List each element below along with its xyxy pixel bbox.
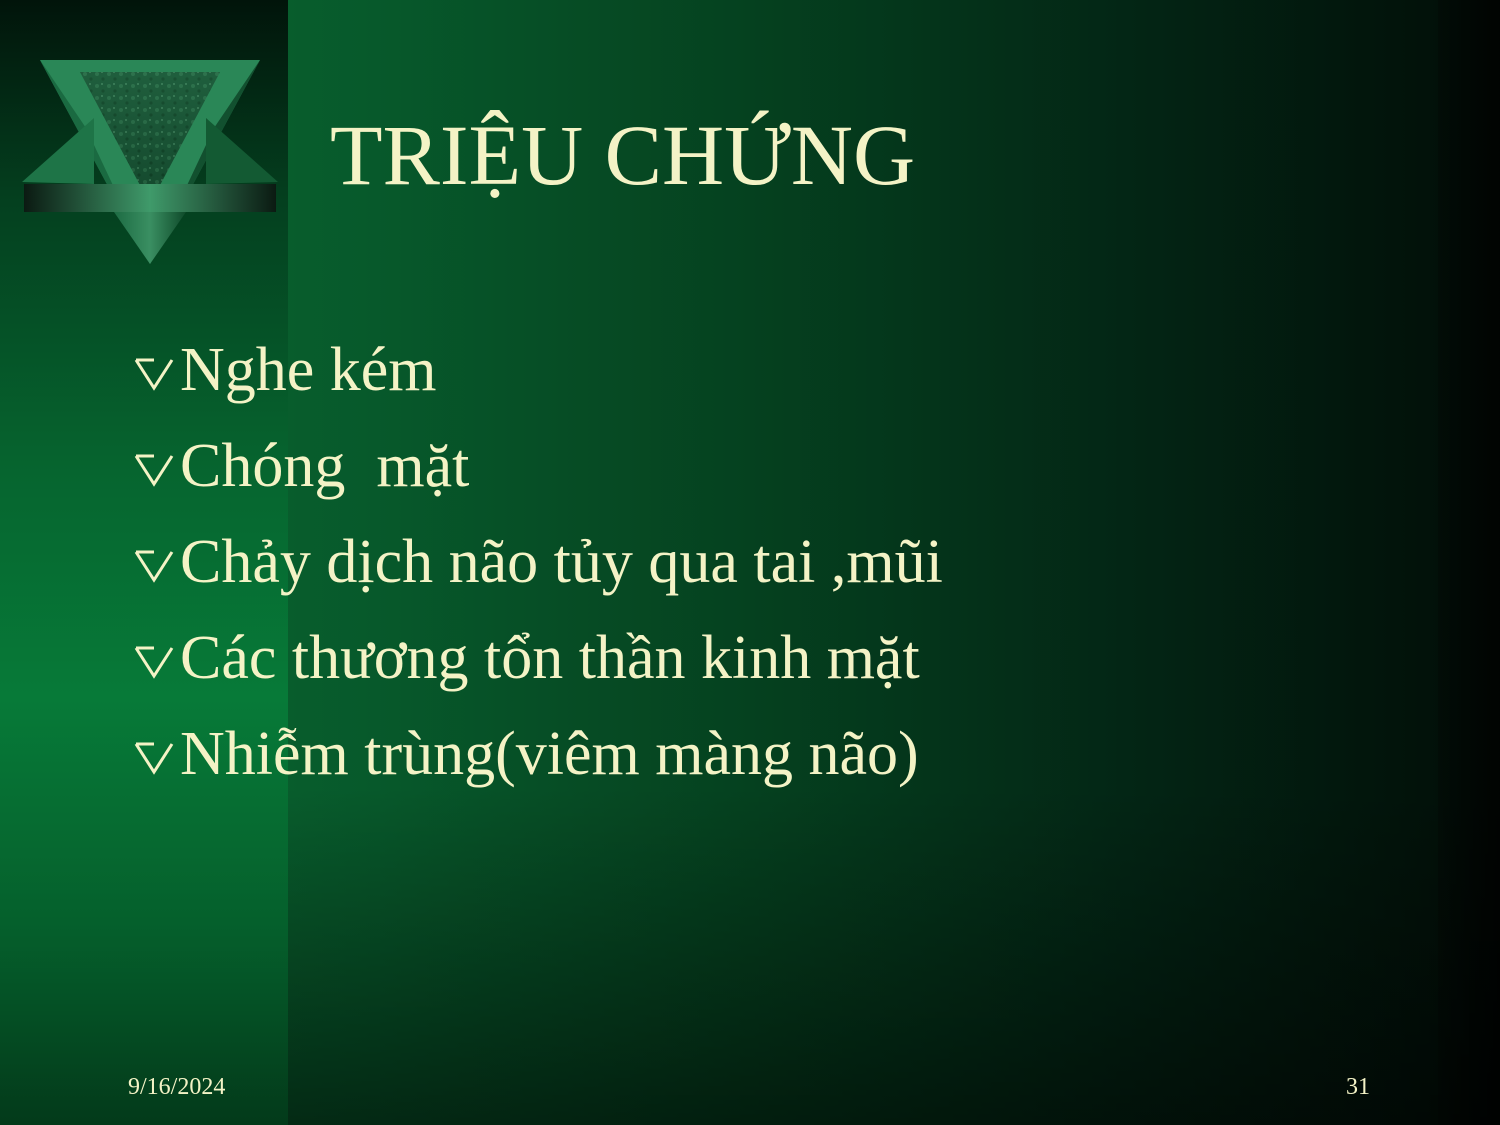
checkmark-triangle-icon bbox=[132, 450, 176, 490]
bullet-text: Các thương tổn thần kinh mặt bbox=[180, 623, 920, 692]
checkmark-triangle-icon bbox=[132, 546, 176, 586]
right-shade-band bbox=[1438, 0, 1500, 1125]
bullet-item bbox=[132, 514, 943, 610]
bullet-item bbox=[132, 610, 943, 706]
bullet-text: Nhiễm trùng(viêm màng não) bbox=[180, 719, 919, 788]
bullet-item bbox=[132, 322, 943, 418]
bullet-item bbox=[132, 418, 943, 514]
footer-page-number: 31 bbox=[1346, 1074, 1370, 1100]
bullet-text: Chảy dịch não tủy qua tai ,mũi bbox=[180, 527, 943, 596]
slide-title: TRIỆU CHỨNG bbox=[330, 107, 916, 203]
checkmark-triangle-icon bbox=[132, 738, 176, 778]
footer-date: 9/16/2024 bbox=[128, 1074, 226, 1100]
bullet-list bbox=[132, 322, 943, 802]
bullet-text: Nghe kém bbox=[180, 335, 437, 404]
bullet-item bbox=[132, 706, 943, 802]
bullet-text: Chóng mặt bbox=[180, 431, 470, 500]
checkmark-triangle-icon bbox=[132, 354, 176, 394]
inverted-pyramid-icon bbox=[22, 58, 278, 268]
checkmark-triangle-icon bbox=[132, 642, 176, 682]
